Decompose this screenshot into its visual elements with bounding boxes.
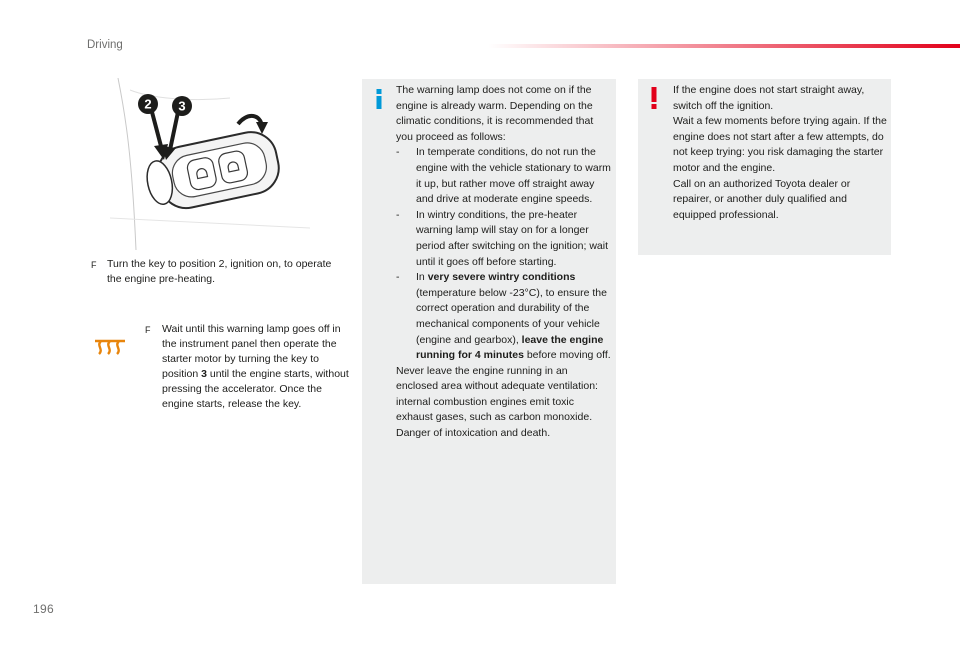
info-list-item [396,208,612,270]
warning-paragraph: Wait a few moments before trying again. If the engine does not start after a few attempts, do not keep trying: you risk damaging the starter motor and the engine. [673,115,887,174]
step-text-after: until the engine starts, without pressing the accelerator. Once the engine starts, release the key. [162,368,349,410]
info-closing: Never leave the engine running in an enclosed area without adequate ventilation: internal combustion engines emit toxic exhaust gases, such as carbon monoxide. Danger of intoxication and death. [396,364,598,440]
list-item-bold: very severe wintry conditions [427,271,576,284]
key-ignition-illustration [110,78,310,250]
list-dash: - [396,271,400,284]
list-item-text: In wintry conditions, the pre-heater warning lamp will stay on for a longer period after switching on the ignition; wait until it goes off before starting. [416,208,609,268]
list-dash: - [396,208,400,221]
info-list-item-severe [396,270,612,364]
warning-paragraph: If the engine does not start straight away, switch off the ignition. [673,84,865,112]
info-list-item [396,145,612,207]
step-turn-key [91,257,347,287]
preheat-warning-icon [92,336,128,358]
label-position-3: 3 [178,98,186,114]
warning-text [673,83,887,223]
step-text: Turn the key to position 2, ignition on, to operate the engine pre-heating. [107,258,332,285]
header-rule [488,44,960,48]
step-wait-lamp [145,322,352,412]
list-item-text: before moving off. [523,349,611,362]
info-icon [373,89,385,109]
list-item-text: In temperate conditions, do not run the engine with the vehicle stationary to warm it up, but rather move off straight away and drive at moderate engine speeds. [416,146,611,206]
info-text [396,83,612,442]
warning-box [638,79,891,255]
warning-icon [649,87,659,109]
info-intro: The warning lamp does not come on if the engine is already warm. Depending on the climatic conditions, it is recommended that you proceed as follows: [396,84,594,143]
label-position-2: 2 [144,96,152,112]
step-bullet: F [91,260,97,270]
list-item-bold: leave the engine running for 4 minutes [416,333,604,362]
step-bullet: F [145,325,151,335]
list-dash: - [396,146,400,159]
list-item-text: In [416,271,428,284]
list-item-text: (temperature below -23°C), to ensure the correct operation and durability of the mechanical components of your vehicle (engine and gearbox), [416,286,607,346]
page-number: 196 [33,602,54,616]
warning-paragraph: Call on an authorized Toyota dealer or repairer, or another duly qualified and equipped professional. [673,177,851,221]
step-text-before: Wait until this warning lamp goes off in the instrument panel then operate the starter motor by turning the key to position [162,323,341,380]
section-title: Driving [87,39,123,51]
step-position-number: 3 [201,368,207,380]
info-box [362,79,616,584]
